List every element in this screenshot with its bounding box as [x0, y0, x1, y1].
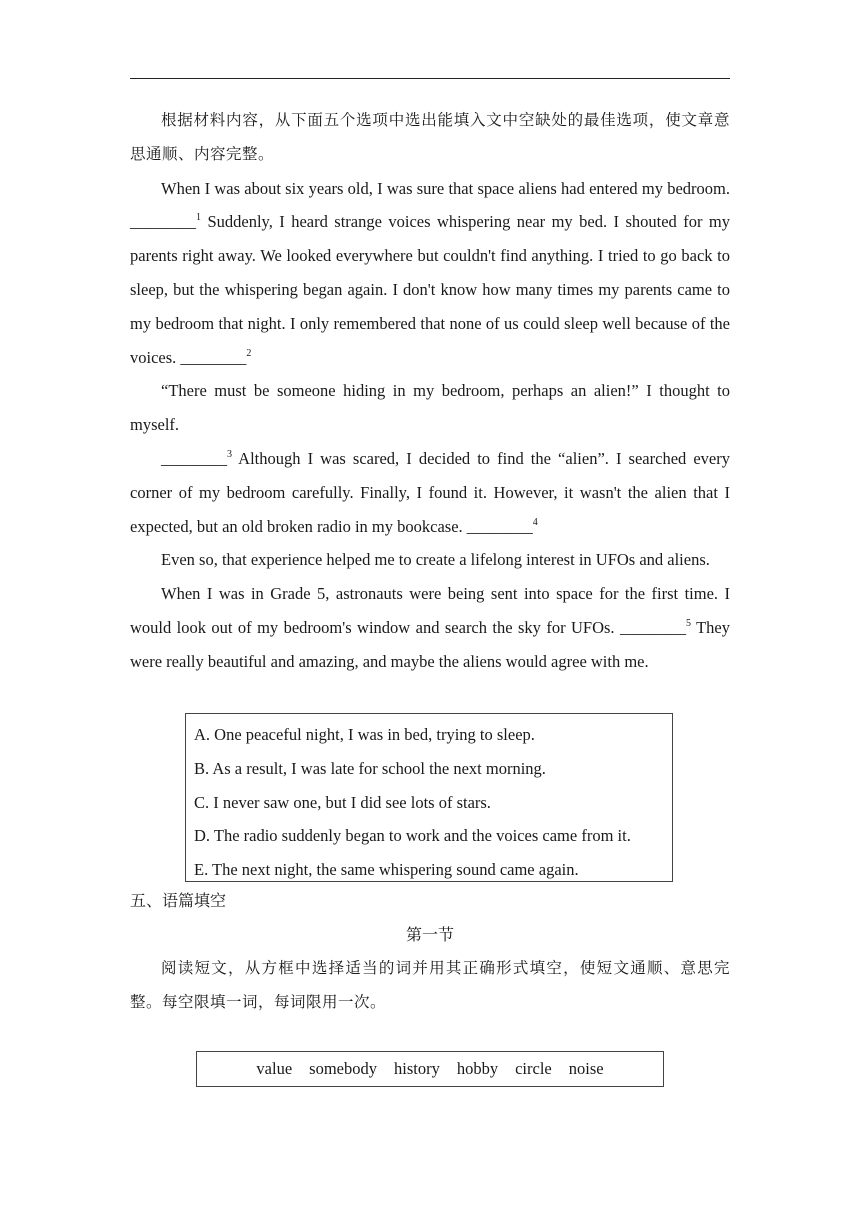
section-instructions: 阅读短文，从方框中选择适当的词并用其正确形式填空，使短文通顺、意思完整。每空限填一词，每词限用一次。	[130, 959, 730, 1011]
passage-text: Although I was scared, I decided to find the “alien”. I searched every corner of my bedroom carefully. Finally, I found it. However, it wasn't the alien that I expected, but an old broken radio in my bookcase.	[130, 448, 730, 536]
word-bank-item: hobby	[456, 1059, 499, 1078]
section-instructions-block	[130, 952, 730, 1020]
blank-number: 3	[227, 448, 232, 460]
passage-text: Suddenly, I heard strange voices whispering near my bed. I shouted for my parents right away. We looked everywhere but couldn't find anything. I tried to go back to sleep, but the whispering began again. I don't know how many times my parents came to my bedroom that night. I only remembered that none of us could sleep well because of the voices.	[130, 212, 730, 367]
word-bank-item: value	[256, 1059, 293, 1078]
option-e: E. The next night, the same whispering sound came again.	[194, 860, 579, 880]
option-c: C. I never saw one, but I did see lots of stars.	[194, 792, 491, 812]
passage-paragraph-2: “There must be someone hiding in my bedroom, perhaps an alien!” I thought to myself.	[130, 381, 730, 435]
header-rule	[130, 78, 730, 79]
task-instructions: 根据材料内容，从下面五个选项中选出能填入文中空缺处的最佳选项，使文章意思通顺、内容完整。	[130, 111, 730, 163]
passage-paragraph-3	[130, 442, 730, 543]
answer-blank-1[interactable]: ________	[130, 212, 196, 232]
answer-blank-3[interactable]: ________	[161, 448, 227, 468]
option-b: B. As a result, I was late for school the next morning.	[194, 758, 546, 778]
option-a: A. One peaceful night, I was in bed, trying to sleep.	[194, 725, 535, 744]
reading-passage	[130, 104, 730, 679]
passage-text: They were really beautiful and amazing, and maybe the aliens would agree with me.	[130, 617, 730, 671]
section-title: 五、语篇填空	[130, 891, 227, 910]
passage-text: When I was about six years old, I was sure that space aliens had entered my bedroom.	[161, 178, 730, 198]
word-bank-box	[196, 1051, 664, 1087]
blank-number: 2	[246, 347, 252, 359]
answer-blank-5[interactable]: ________	[619, 617, 686, 637]
option-d: D. The radio suddenly began to work and the voices came from it.	[194, 826, 631, 846]
word-bank-item: circle	[515, 1059, 552, 1078]
passage-paragraph-5	[130, 577, 730, 678]
subsection-title: 第一节	[405, 925, 454, 944]
passage-paragraph-1	[130, 172, 730, 375]
options-box	[185, 713, 673, 882]
answer-blank-2[interactable]: ________	[180, 347, 247, 367]
word-bank-item: somebody	[309, 1059, 377, 1078]
passage-text: When I was in Grade 5, astronauts were being sent into space for the first time. I would look out of my bedroom's window and search the sky for UFOs.	[130, 584, 730, 637]
word-bank-item: history	[394, 1059, 440, 1078]
answer-blank-4[interactable]: ________	[466, 516, 533, 536]
word-bank-item: noise	[568, 1059, 604, 1078]
blank-number: 5	[685, 617, 691, 629]
blank-number: 1	[196, 212, 201, 224]
blank-number: 4	[532, 516, 538, 528]
passage-paragraph-4: Even so, that experience helped me to create a lifelong interest in UFOs and aliens.	[161, 550, 710, 570]
